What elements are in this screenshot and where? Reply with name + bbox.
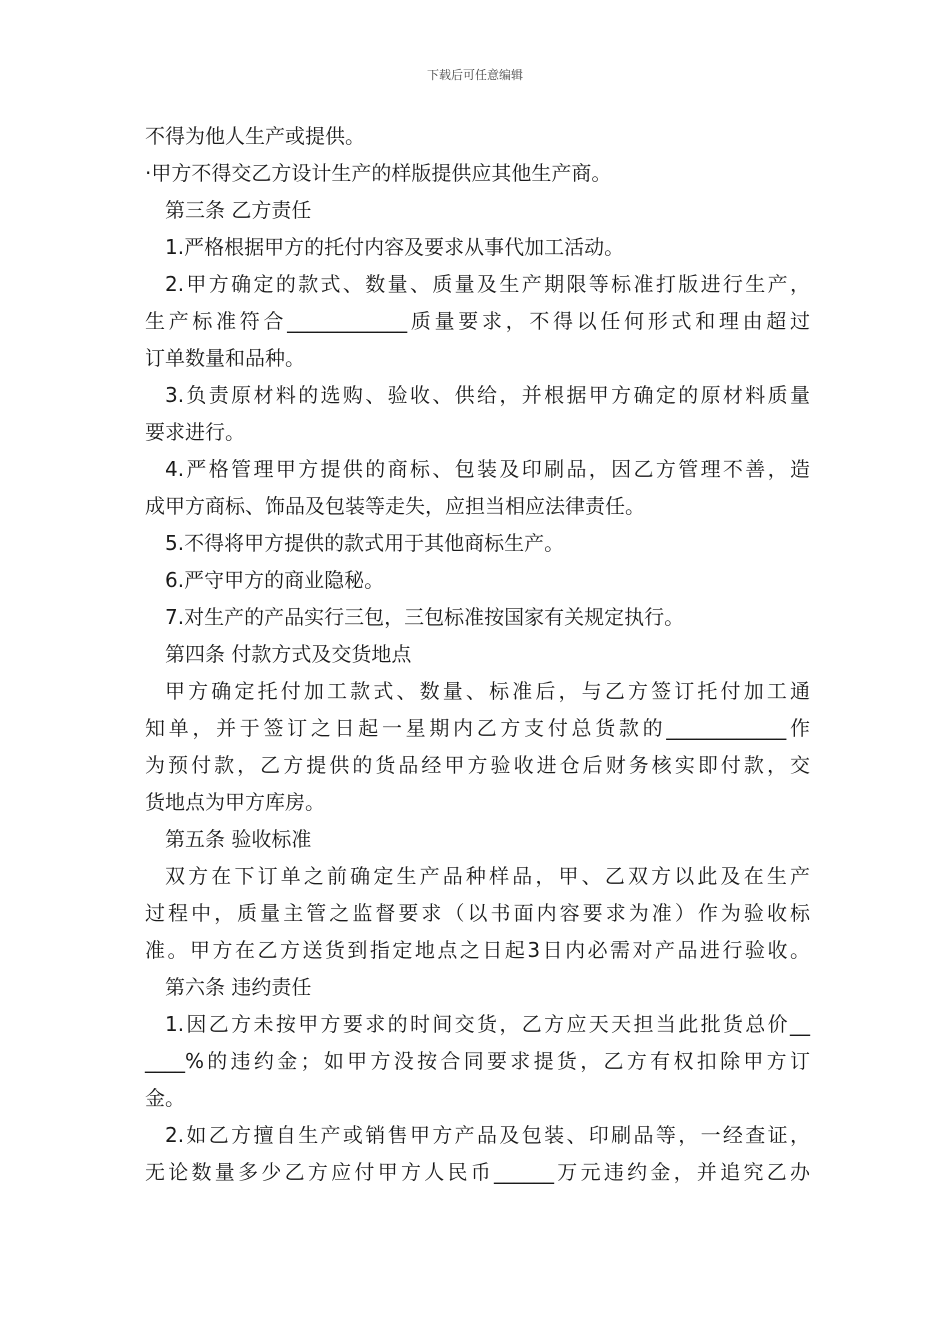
text-line: 6.严守甲方的商业隐秘。: [165, 568, 385, 592]
text-line: 第四条 付款方式及交货地点: [165, 642, 412, 666]
text-line: 双方在下订单之前确定生产品种样品，甲、乙双方以此及在生产: [165, 864, 810, 888]
text-line: 成甲方商标、饰品及包装等走失，应担当相应法律责任。: [145, 494, 645, 518]
text-line: 第三条 乙方责任: [165, 198, 312, 222]
text-line: ·甲方不得交乙方设计生产的样版提供应其他生产商。: [145, 161, 612, 185]
text-line: 为预付款，乙方提供的货品经甲方验收进仓后财务核实即付款，交: [145, 753, 810, 777]
text-line: 订单数量和品种。: [145, 346, 305, 370]
text-line: 不得为他人生产或提供。: [145, 124, 365, 148]
text-line: 货地点为甲方库房。: [145, 790, 325, 814]
document-body: [145, 118, 810, 1191]
text-line: 第六条 违约责任: [165, 975, 312, 999]
text-line: 5.不得将甲方提供的款式用于其他商标生产。: [165, 531, 565, 555]
text-line: 金。: [145, 1086, 185, 1110]
page-header: 下载后可任意编辑: [426, 68, 523, 82]
text-line: 2.如乙方擅自生产或销售甲方产品及包装、印刷品等，一经查证，: [165, 1123, 810, 1147]
text-line: 第五条 验收标准: [165, 827, 312, 851]
text-line: 准。甲方在乙方送货到指定地点之日起3日内必需对产品进行验收。: [145, 938, 810, 962]
text-line: 4.严格管理甲方提供的商标、包装及印刷品，因乙方管理不善，造: [165, 457, 810, 481]
text-line: 生产标准符合____________质量要求，不得以任何形式和理由超过: [145, 309, 810, 333]
text-line: 甲方确定托付加工款式、数量、标准后，与乙方签订托付加工通: [165, 679, 810, 703]
text-line: 无论数量多少乙方应付甲方人民币______万元违约金，并追究乙办: [145, 1160, 810, 1184]
text-line: 2.甲方确定的款式、数量、质量及生产期限等标准打版进行生产，: [165, 272, 810, 296]
text-line: 7.对生产的产品实行三包，三包标准按国家有关规定执行。: [165, 605, 685, 629]
text-line: 过程中，质量主管之监督要求（以书面内容要求为准）作为验收标: [145, 901, 810, 925]
text-line: 1.严格根据甲方的托付内容及要求从事代加工活动。: [165, 235, 625, 259]
text-line: 1.因乙方未按甲方要求的时间交货，乙方应天天担当此批货总价__: [165, 1012, 810, 1036]
text-line: 知单，并于签订之日起一星期内乙方支付总货款的____________作: [145, 716, 810, 740]
text-line: 3.负责原材料的选购、验收、供给，并根据甲方确定的原材料质量: [165, 383, 810, 407]
text-line: 要求进行。: [145, 420, 245, 444]
text-line: ____%的违约金；如甲方没按合同要求提货，乙方有权扣除甲方订: [145, 1049, 810, 1073]
